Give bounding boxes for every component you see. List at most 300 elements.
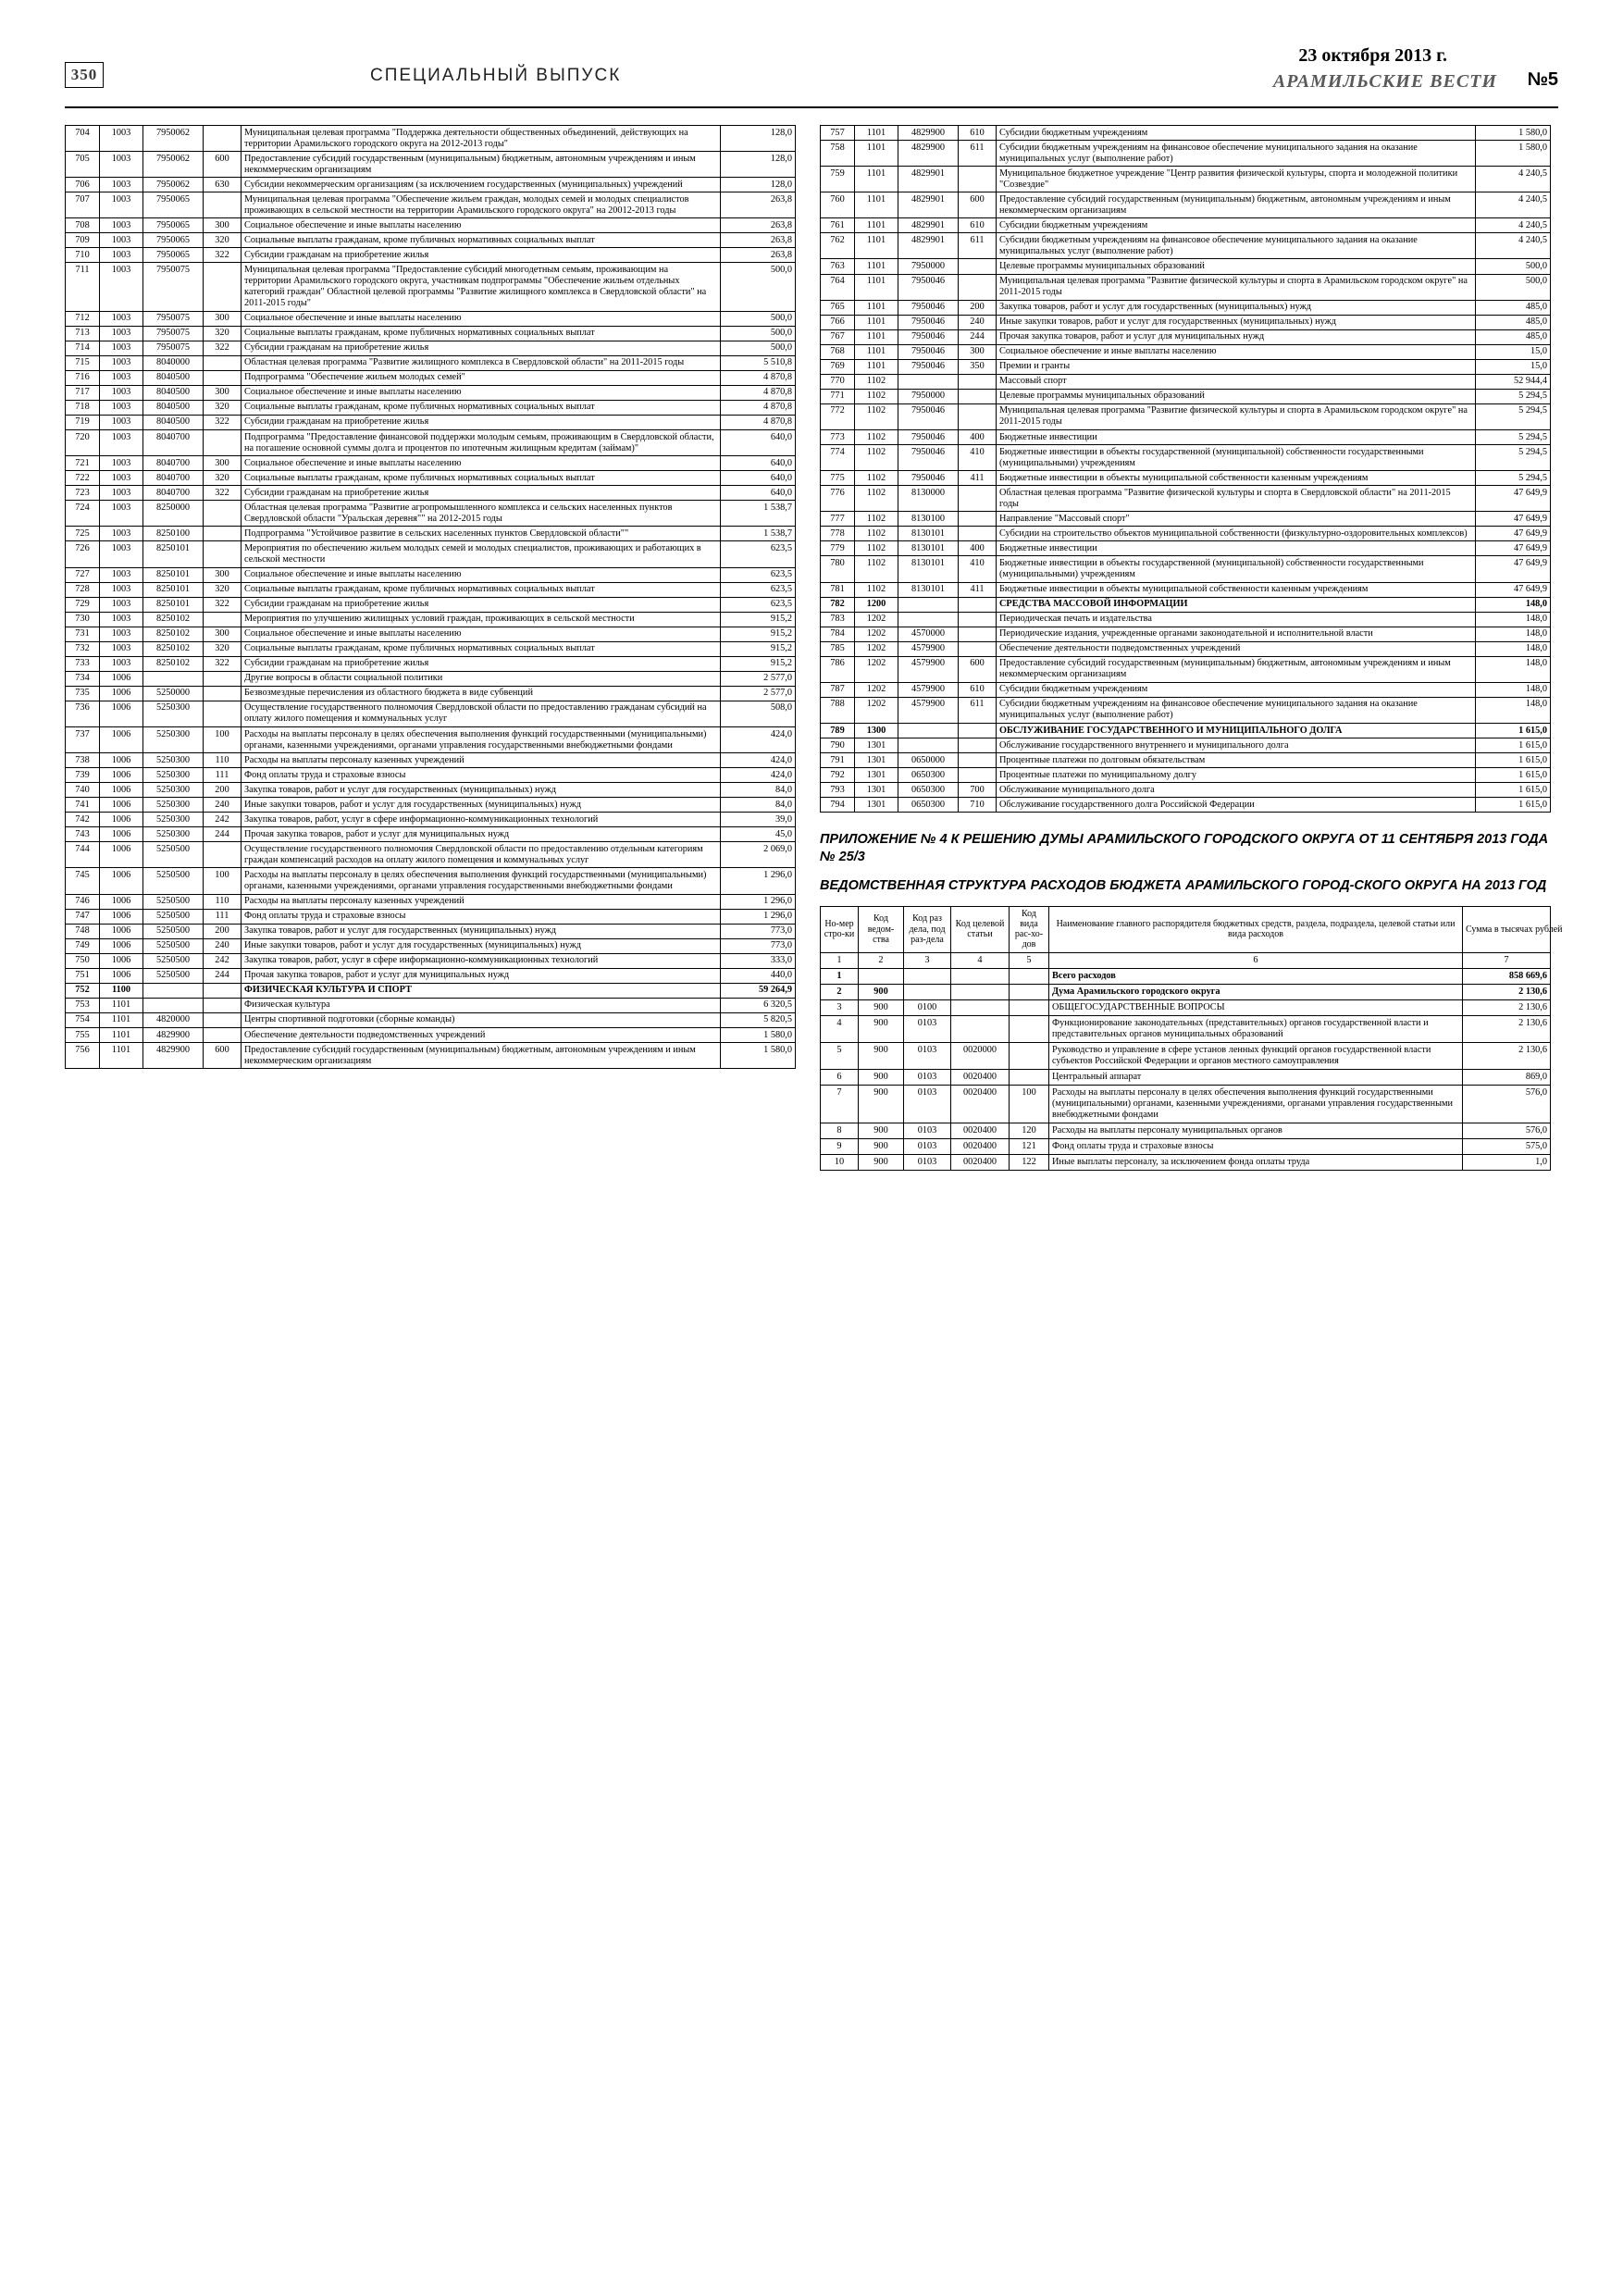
amount: 45,0 bbox=[721, 827, 796, 842]
section-code: 1101 bbox=[100, 998, 143, 1012]
expense-type-code: 110 bbox=[204, 894, 242, 909]
expense-name: Всего расходов bbox=[1049, 968, 1463, 984]
row-number: 719 bbox=[66, 415, 100, 429]
table-row bbox=[821, 1139, 1551, 1155]
vedomstvo-code: 900 bbox=[859, 1042, 904, 1069]
col-header-vedomstvo: Код ведом-ства bbox=[859, 906, 904, 952]
expense-name: Муниципальная целевая программа "Предоставление субсидий многодетным семьям, проживающим на территории Арамильского городского округа, участникам подпрограммы "Обеспечение жильем отдельных категорий граждан" Областной целевой программы "Развитие жилищного комплекса в Свердловской области" на 2011-2015 годы" bbox=[242, 263, 721, 311]
row-number: 714 bbox=[66, 341, 100, 355]
target-article-code: 0650300 bbox=[898, 783, 959, 798]
expense-type-code: 322 bbox=[204, 341, 242, 355]
section-code: 1003 bbox=[100, 192, 143, 218]
expense-type-code bbox=[204, 430, 242, 456]
section-code: 1102 bbox=[855, 541, 898, 556]
section-code: 1102 bbox=[855, 403, 898, 429]
amount: 500,0 bbox=[721, 326, 796, 341]
col-header-target-article: Код целевой статьи bbox=[951, 906, 1010, 952]
table-row bbox=[66, 218, 796, 233]
section-code: 1003 bbox=[100, 627, 143, 641]
expense-type-code: 410 bbox=[959, 556, 997, 582]
row-number: 759 bbox=[821, 167, 855, 192]
expense-name: Иные выплаты персоналу, за исключением фонда оплаты труда bbox=[1049, 1155, 1463, 1171]
amount: 1 615,0 bbox=[1476, 724, 1551, 738]
expense-name: Прочая закупка товаров, работ и услуг для муниципальных нужд bbox=[997, 329, 1476, 344]
target-article-code: 7950062 bbox=[143, 178, 204, 192]
amount: 84,0 bbox=[721, 783, 796, 798]
row-number: 722 bbox=[66, 471, 100, 486]
target-article-code: 7950046 bbox=[898, 359, 959, 374]
target-article-code: 7950075 bbox=[143, 263, 204, 311]
vedomstvo-code: 900 bbox=[859, 1155, 904, 1171]
amount: 4 870,8 bbox=[721, 370, 796, 385]
section-code: 1003 bbox=[100, 415, 143, 429]
target-article-code: 5250000 bbox=[143, 686, 204, 701]
expense-type-code: 110 bbox=[204, 753, 242, 768]
table-row bbox=[66, 938, 796, 953]
row-number: 777 bbox=[821, 512, 855, 527]
amount: 15,0 bbox=[1476, 344, 1551, 359]
section-code: 1101 bbox=[855, 126, 898, 141]
expense-name: ОБЩЕГОСУДАРСТВЕННЫЕ ВОПРОСЫ bbox=[1049, 999, 1463, 1015]
row-number: 741 bbox=[66, 798, 100, 813]
row-number: 749 bbox=[66, 938, 100, 953]
target-article-code: 5250500 bbox=[143, 909, 204, 924]
amount: 500,0 bbox=[721, 311, 796, 326]
row-number: 766 bbox=[821, 315, 855, 329]
row-number: 732 bbox=[66, 641, 100, 656]
section-code: 1003 bbox=[100, 641, 143, 656]
expense-type-code: 300 bbox=[204, 627, 242, 641]
section-code: 1003 bbox=[100, 486, 143, 501]
expense-type-code: 240 bbox=[959, 315, 997, 329]
section-code: 1102 bbox=[855, 512, 898, 527]
table-row bbox=[821, 753, 1551, 768]
expense-name: Подпрограмма "Обеспечение жильем молодых семей" bbox=[242, 370, 721, 385]
amount: 640,0 bbox=[721, 430, 796, 456]
table-row bbox=[66, 501, 796, 527]
razdel-code: 0103 bbox=[904, 1086, 951, 1123]
amount: 1 580,0 bbox=[1476, 126, 1551, 141]
target-article-code: 0020400 bbox=[951, 1069, 1010, 1085]
table-row bbox=[66, 192, 796, 218]
amount: 915,2 bbox=[721, 612, 796, 627]
table-row bbox=[821, 641, 1551, 656]
expense-name: Прочая закупка товаров, работ и услуг для муниципальных нужд bbox=[242, 827, 721, 842]
table-row bbox=[821, 1069, 1551, 1085]
row-number: 742 bbox=[66, 813, 100, 827]
target-article-code: 8130101 bbox=[898, 527, 959, 541]
expense-type-code: 710 bbox=[959, 798, 997, 813]
section-code: 1200 bbox=[855, 597, 898, 612]
row-number: 723 bbox=[66, 486, 100, 501]
amount: 47 649,9 bbox=[1476, 582, 1551, 597]
table-row bbox=[821, 556, 1551, 582]
section-code: 1006 bbox=[100, 953, 143, 968]
target-article-code: 7950046 bbox=[898, 315, 959, 329]
expense-type-code bbox=[1010, 984, 1049, 999]
target-article-code: 7950000 bbox=[898, 389, 959, 403]
row-number: 755 bbox=[66, 1028, 100, 1043]
table-row bbox=[821, 126, 1551, 141]
section-code: 1006 bbox=[100, 868, 143, 894]
expense-type-code bbox=[204, 355, 242, 370]
expense-type-code bbox=[1010, 1042, 1049, 1069]
section-code: 1101 bbox=[855, 359, 898, 374]
expense-type-code bbox=[959, 374, 997, 389]
expense-name: Направление "Массовый спорт" bbox=[997, 512, 1476, 527]
expense-name: Субсидии гражданам на приобретение жилья bbox=[242, 248, 721, 263]
expense-type-code bbox=[204, 671, 242, 686]
table-row bbox=[66, 527, 796, 541]
table-row bbox=[66, 968, 796, 983]
target-article-code: 5250500 bbox=[143, 953, 204, 968]
expense-name: Закупка товаров, работ и услуг для государственных (муниципальных) нужд bbox=[242, 924, 721, 938]
row-number: 710 bbox=[66, 248, 100, 263]
row-number: 8 bbox=[821, 1123, 859, 1139]
amount: 5 510,8 bbox=[721, 355, 796, 370]
amount: 576,0 bbox=[1463, 1123, 1551, 1139]
section-code: 1003 bbox=[100, 567, 143, 582]
expense-type-code bbox=[204, 983, 242, 998]
table-row bbox=[66, 656, 796, 671]
target-article-code bbox=[898, 374, 959, 389]
amount: 84,0 bbox=[721, 798, 796, 813]
expense-type-code: 322 bbox=[204, 415, 242, 429]
row-number: 768 bbox=[821, 344, 855, 359]
target-article-code: 8040700 bbox=[143, 471, 204, 486]
expense-type-code: 242 bbox=[204, 953, 242, 968]
table-row bbox=[66, 627, 796, 641]
table-row bbox=[66, 1043, 796, 1069]
table-row bbox=[821, 141, 1551, 167]
target-article-code: 7950046 bbox=[898, 274, 959, 300]
expense-type-code: 610 bbox=[959, 218, 997, 233]
amount: 915,2 bbox=[721, 641, 796, 656]
amount: 2 069,0 bbox=[721, 842, 796, 868]
expense-name: Муниципальная целевая программа "Развитие физической культуры и спорта в Арамильском городском округе" на 2011-2015 годы bbox=[997, 403, 1476, 429]
table-row bbox=[66, 263, 796, 311]
table-row bbox=[821, 968, 1551, 984]
amount: 640,0 bbox=[721, 456, 796, 471]
expense-type-code bbox=[959, 597, 997, 612]
table-row bbox=[66, 233, 796, 248]
expense-name: Социальное обеспечение и иные выплаты населению bbox=[997, 344, 1476, 359]
amount: 2 130,6 bbox=[1463, 984, 1551, 999]
amount: 576,0 bbox=[1463, 1086, 1551, 1123]
row-number: 781 bbox=[821, 582, 855, 597]
table-row bbox=[66, 753, 796, 768]
section-code: 1003 bbox=[100, 400, 143, 415]
row-number: 705 bbox=[66, 152, 100, 178]
amount: 148,0 bbox=[1476, 641, 1551, 656]
row-number: 775 bbox=[821, 471, 855, 486]
vedomstvennaya-structure-table bbox=[820, 906, 1563, 1171]
table-row bbox=[66, 894, 796, 909]
amount: 4 240,5 bbox=[1476, 233, 1551, 259]
table-row bbox=[821, 167, 1551, 192]
expense-type-code: 100 bbox=[204, 868, 242, 894]
expense-name: Обеспечение деятельности подведомственных учреждений bbox=[997, 641, 1476, 656]
amount: 424,0 bbox=[721, 727, 796, 753]
budget-table-left bbox=[65, 125, 796, 1069]
amount: 59 264,9 bbox=[721, 983, 796, 998]
expense-type-code: 350 bbox=[959, 359, 997, 374]
section-code: 1102 bbox=[855, 556, 898, 582]
column-index: 5 bbox=[1010, 952, 1049, 968]
expense-name: Субсидии бюджетным учреждениям на финансовое обеспечение муниципального задания на оказание муниципальных услуг (выполнение работ) bbox=[997, 697, 1476, 723]
table-row bbox=[821, 233, 1551, 259]
target-article-code bbox=[898, 724, 959, 738]
row-number: 731 bbox=[66, 627, 100, 641]
table-row bbox=[66, 567, 796, 582]
section-code: 1006 bbox=[100, 842, 143, 868]
amount: 263,8 bbox=[721, 192, 796, 218]
page-masthead bbox=[65, 42, 1558, 108]
expense-name: Предоставление субсидий государственным (муниципальным) бюджетным, автономным учреждениям и иным некоммерческим организациям bbox=[242, 1043, 721, 1069]
expense-type-code bbox=[204, 686, 242, 701]
expense-name: Социальное обеспечение и иные выплаты населению bbox=[242, 456, 721, 471]
amount: 5 294,5 bbox=[1476, 430, 1551, 445]
table-row bbox=[821, 1015, 1551, 1042]
target-article-code: 5250500 bbox=[143, 868, 204, 894]
table-row bbox=[821, 582, 1551, 597]
section-code: 1101 bbox=[100, 1043, 143, 1069]
target-article-code: 8130101 bbox=[898, 582, 959, 597]
table-row bbox=[66, 341, 796, 355]
expense-name: Социальные выплаты гражданам, кроме публичных нормативных социальных выплат bbox=[242, 582, 721, 597]
row-number: 712 bbox=[66, 311, 100, 326]
target-article-code: 4579900 bbox=[898, 641, 959, 656]
target-article-code: 8250101 bbox=[143, 541, 204, 567]
expense-name: Фонд оплаты труда и страховые взносы bbox=[242, 768, 721, 783]
expense-name: Социальные выплаты гражданам, кроме публичных нормативных социальных выплат bbox=[242, 233, 721, 248]
table-row bbox=[66, 612, 796, 627]
target-article-code: 0020000 bbox=[951, 1042, 1010, 1069]
amount: 1 615,0 bbox=[1476, 753, 1551, 768]
table-row bbox=[66, 326, 796, 341]
table-row bbox=[821, 471, 1551, 486]
target-article-code: 5250300 bbox=[143, 827, 204, 842]
amount: 128,0 bbox=[721, 152, 796, 178]
section-code: 1006 bbox=[100, 813, 143, 827]
col-header-name: Наименование главного распорядителя бюджетных средств, раздела, подраздела, целевой статьи или вида расходов bbox=[1049, 906, 1463, 952]
target-article-code: 8040500 bbox=[143, 415, 204, 429]
section-code: 1003 bbox=[100, 178, 143, 192]
amount: 858 669,6 bbox=[1463, 968, 1551, 984]
target-article-code: 8040500 bbox=[143, 385, 204, 400]
target-article-code: 8250100 bbox=[143, 527, 204, 541]
expense-name: Периодическая печать и издательства bbox=[997, 612, 1476, 627]
table-row bbox=[66, 1012, 796, 1027]
expense-name: Субсидии бюджетным учреждениям bbox=[997, 218, 1476, 233]
expense-type-code bbox=[959, 274, 997, 300]
table-row bbox=[821, 259, 1551, 274]
amount: 1 580,0 bbox=[1476, 141, 1551, 167]
row-number: 727 bbox=[66, 567, 100, 582]
table-row bbox=[66, 909, 796, 924]
amount: 4 870,8 bbox=[721, 400, 796, 415]
expense-name: Предоставление субсидий государственным (муниципальным) бюджетным, автономным учреждениям и иным некоммерческим организациям bbox=[997, 656, 1476, 682]
expense-name: Бюджетные инвестиции bbox=[997, 430, 1476, 445]
target-article-code: 5250500 bbox=[143, 842, 204, 868]
table-row bbox=[821, 389, 1551, 403]
target-article-code bbox=[143, 998, 204, 1012]
section-code: 1101 bbox=[855, 167, 898, 192]
amount: 148,0 bbox=[1476, 656, 1551, 682]
section-code: 1003 bbox=[100, 370, 143, 385]
razdel-code: 0103 bbox=[904, 1015, 951, 1042]
expense-type-code bbox=[959, 403, 997, 429]
target-article-code: 4829901 bbox=[898, 233, 959, 259]
expense-name: Субсидии гражданам на приобретение жилья bbox=[242, 341, 721, 355]
expense-type-code: 300 bbox=[204, 456, 242, 471]
row-number: 717 bbox=[66, 385, 100, 400]
section-code: 1102 bbox=[855, 582, 898, 597]
target-article-code: 8250102 bbox=[143, 612, 204, 627]
row-number: 10 bbox=[821, 1155, 859, 1171]
section-code: 1003 bbox=[100, 541, 143, 567]
expense-type-code bbox=[959, 389, 997, 403]
table-row bbox=[821, 783, 1551, 798]
row-number: 738 bbox=[66, 753, 100, 768]
table-header-number-row bbox=[821, 952, 1551, 968]
row-number: 2 bbox=[821, 984, 859, 999]
amount: 915,2 bbox=[721, 627, 796, 641]
table-row bbox=[66, 152, 796, 178]
amount: 508,0 bbox=[721, 701, 796, 726]
expense-type-code: 610 bbox=[959, 682, 997, 697]
table-row bbox=[821, 999, 1551, 1015]
row-number: 733 bbox=[66, 656, 100, 671]
amount: 500,0 bbox=[1476, 274, 1551, 300]
expense-type-code: 611 bbox=[959, 697, 997, 723]
expense-type-code bbox=[959, 612, 997, 627]
target-article-code bbox=[143, 983, 204, 998]
amount: 128,0 bbox=[721, 178, 796, 192]
appendix-title: ПРИЛОЖЕНИЕ № 4 К РЕШЕНИЮ ДУМЫ АРАМИЛЬСКОГО ГОРОДСКОГО ОКРУГА ОТ 11 СЕНТЯБРЯ 2013 ГОДА № 25/3 bbox=[820, 832, 1549, 865]
table-row bbox=[821, 218, 1551, 233]
razdel-code: 0103 bbox=[904, 1042, 951, 1069]
amount: 640,0 bbox=[721, 471, 796, 486]
expense-type-code: 411 bbox=[959, 582, 997, 597]
expense-type-code: 320 bbox=[204, 471, 242, 486]
target-article-code: 8130101 bbox=[898, 556, 959, 582]
row-number: 720 bbox=[66, 430, 100, 456]
amount: 2 130,6 bbox=[1463, 999, 1551, 1015]
column-index: 7 bbox=[1463, 952, 1551, 968]
expense-name: Руководство и управление в сфере установ ленных функций органов государственной власти субъектов Российской Федерации и органов местного самоуправления bbox=[1049, 1042, 1463, 1069]
amount: 47 649,9 bbox=[1476, 512, 1551, 527]
expense-name: Процентные платежи по муниципальному долгу bbox=[997, 768, 1476, 783]
expense-type-code bbox=[959, 527, 997, 541]
expense-name: Обслуживание муниципального долга bbox=[997, 783, 1476, 798]
target-article-code: 8130101 bbox=[898, 541, 959, 556]
vedomstvo-code: 900 bbox=[859, 999, 904, 1015]
expense-name: Социальные выплаты гражданам, кроме публичных нормативных социальных выплат bbox=[242, 641, 721, 656]
expense-type-code bbox=[204, 1028, 242, 1043]
amount: 1 615,0 bbox=[1476, 783, 1551, 798]
expense-type-code: 244 bbox=[959, 329, 997, 344]
amount: 500,0 bbox=[1476, 259, 1551, 274]
row-number: 760 bbox=[821, 192, 855, 218]
table-row bbox=[821, 738, 1551, 753]
expense-name: Массовый спорт bbox=[997, 374, 1476, 389]
expense-type-code bbox=[1010, 968, 1049, 984]
expense-name: Расходы на выплаты персоналу в целях обеспечения выполнения функций государственными (муниципальными) органами, казенными учреждениями, органами управления государственными внебюджетными фондами bbox=[242, 868, 721, 894]
row-number: 7 bbox=[821, 1086, 859, 1123]
section-code: 1006 bbox=[100, 968, 143, 983]
table-row bbox=[821, 768, 1551, 783]
section-code: 1100 bbox=[100, 983, 143, 998]
expense-type-code bbox=[1010, 1069, 1049, 1085]
target-article-code: 5250300 bbox=[143, 701, 204, 726]
amount: 1 296,0 bbox=[721, 894, 796, 909]
target-article-code: 0650300 bbox=[898, 798, 959, 813]
expense-name: Целевые программы муниципальных образований bbox=[997, 259, 1476, 274]
table-row bbox=[66, 924, 796, 938]
expense-name: Дума Арамильского городского округа bbox=[1049, 984, 1463, 999]
special-issue-label: СПЕЦИАЛЬНЫЙ ВЫПУСК bbox=[370, 66, 622, 85]
amount: 263,8 bbox=[721, 233, 796, 248]
expense-name: Бюджетные инвестиции в объекты муниципальной собственности казенным учреждениям bbox=[997, 471, 1476, 486]
row-number: 718 bbox=[66, 400, 100, 415]
row-number: 740 bbox=[66, 783, 100, 798]
amount: 575,0 bbox=[1463, 1139, 1551, 1155]
table-row bbox=[66, 671, 796, 686]
expense-type-code: 400 bbox=[959, 430, 997, 445]
table-row bbox=[66, 430, 796, 456]
razdel-code: 0103 bbox=[904, 1069, 951, 1085]
target-article-code bbox=[898, 597, 959, 612]
expense-name: Физическая культура bbox=[242, 998, 721, 1012]
amount: 1 580,0 bbox=[721, 1028, 796, 1043]
target-article-code: 4829901 bbox=[898, 167, 959, 192]
table-row bbox=[66, 582, 796, 597]
table-row bbox=[821, 445, 1551, 471]
expense-type-code bbox=[959, 627, 997, 641]
expense-name: Расходы на выплаты персоналу в целях обеспечения выполнения функций государственными (муниципальными) органами, казенными учреждениями, органами управления государственными внебюджетными фондами bbox=[1049, 1086, 1463, 1123]
left-column bbox=[65, 125, 796, 1069]
right-column bbox=[820, 125, 1563, 1171]
expense-name: Субсидии бюджетным учреждениям на финансовое обеспечение муниципального задания на оказание муниципальных услуг (выполнение работ) bbox=[997, 141, 1476, 167]
expense-type-code bbox=[204, 192, 242, 218]
target-article-code: 8250000 bbox=[143, 501, 204, 527]
amount: 5 820,5 bbox=[721, 1012, 796, 1027]
amount: 47 649,9 bbox=[1476, 527, 1551, 541]
expense-type-code: 600 bbox=[959, 192, 997, 218]
section-code: 1102 bbox=[855, 430, 898, 445]
table-row bbox=[66, 541, 796, 567]
row-number: 753 bbox=[66, 998, 100, 1012]
target-article-code: 4829900 bbox=[898, 141, 959, 167]
expense-type-code: 320 bbox=[204, 233, 242, 248]
expense-type-code: 300 bbox=[959, 344, 997, 359]
table-row bbox=[66, 415, 796, 429]
expense-type-code: 244 bbox=[204, 968, 242, 983]
row-number: 758 bbox=[821, 141, 855, 167]
expense-type-code bbox=[959, 512, 997, 527]
section-code: 1102 bbox=[855, 374, 898, 389]
expense-type-code bbox=[959, 768, 997, 783]
expense-type-code: 120 bbox=[1010, 1123, 1049, 1139]
table-row bbox=[821, 612, 1551, 627]
page-columns bbox=[65, 125, 1563, 1171]
target-article-code: 7950075 bbox=[143, 326, 204, 341]
expense-name: Социальные выплаты гражданам, кроме публичных нормативных социальных выплат bbox=[242, 400, 721, 415]
row-number: 706 bbox=[66, 178, 100, 192]
row-number: 744 bbox=[66, 842, 100, 868]
target-article-code bbox=[951, 984, 1010, 999]
